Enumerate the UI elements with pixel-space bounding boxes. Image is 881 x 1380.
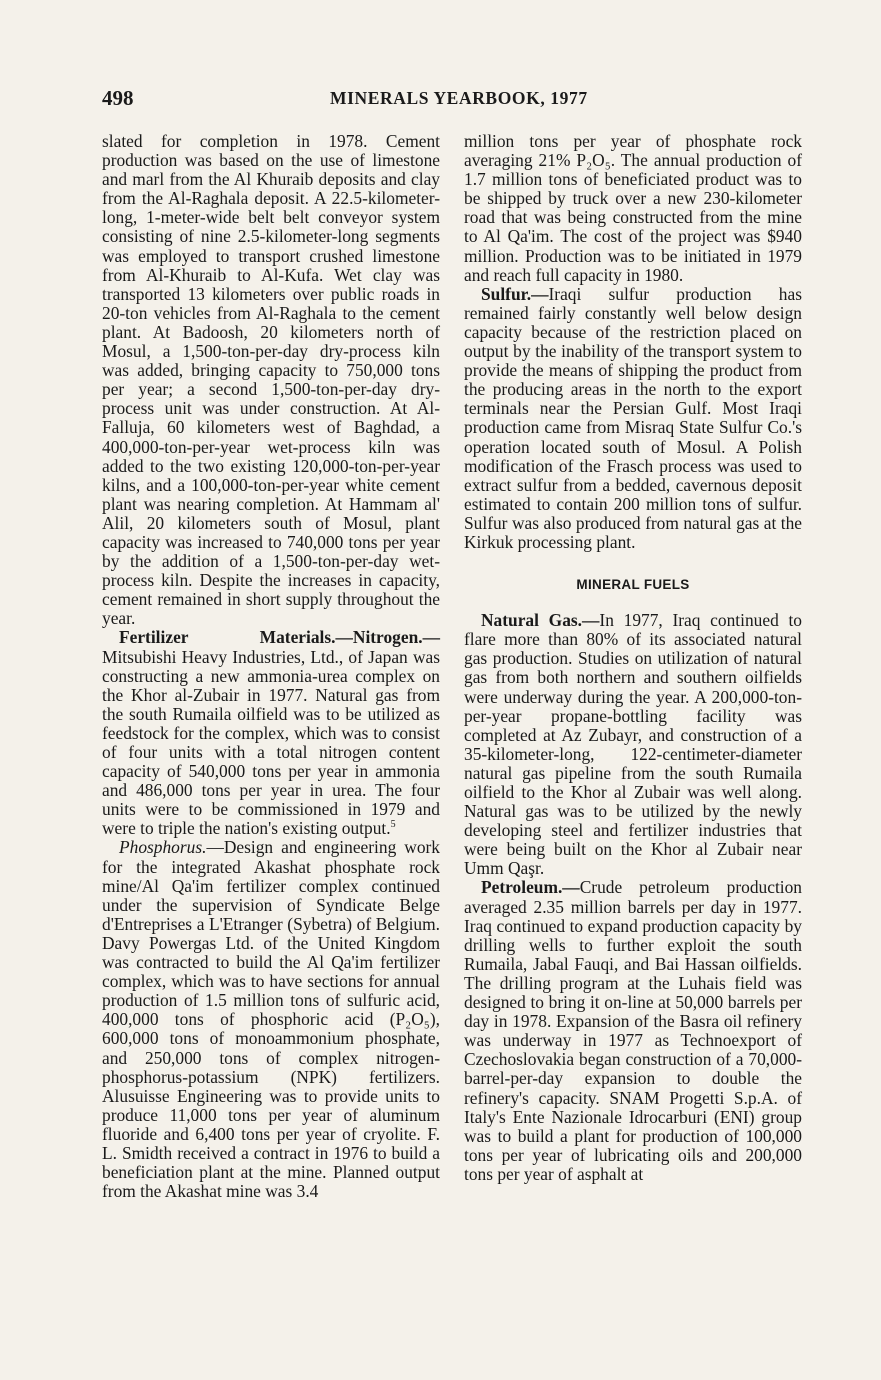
phosphorus-heading: Phosphorus. [119, 837, 207, 858]
petroleum-body: Crude petroleum production averaged 2.35 million barrels per day in 1977. Iraq continued to expand production capacity by drilling wells to further exploit the south Rumaila, Jabal Fauqi, and Bai Hassan oilfields. The drilling program at the Luhais field was designed to bring it on-line at 50,000 barrels per day in 1978. Expansion of the Basra oil refinery was underway in 1977 as Technoexport of Czechoslovakia began construction of a 70,000-barrel-per-day expansion to double the refinery's capacity. SNAM Progetti S.p.A. of Italy's Ente Nazionale Idrocarburi (ENI) group was to build a plant for production of 100,000 tons per year of lubricating oils and 200,000 tons per year of asphalt at [464, 877, 802, 1184]
left-column [102, 132, 440, 1201]
running-head: MINERALS YEARBOOK, 1977 [330, 88, 588, 108]
mineral-fuels-heading: MINERAL FUELS [576, 577, 690, 593]
sulfur-heading: Sulfur.— [481, 283, 549, 304]
natural-gas-heading: Natural Gas.— [481, 610, 600, 631]
petroleum-paragraph [464, 878, 802, 1184]
fertilizer-body: Mitsubishi Heavy Industries, Ltd., of Japan was constructing a new ammonia-urea complex on the Khor al-Zubair in 1977. Natural gas from the south Rumaila oilfield was to be utilized as feedstock for the complex, which was to consist of four units with a total nitrogen content capacity of 540,000 tons per year in ammonia and 486,000 tons per year in urea. The four units were to be commissioned in 1979 and were to triple the nation's existing output. [102, 646, 440, 839]
sulfur-paragraph [464, 285, 802, 552]
petroleum-heading: Petroleum.— [481, 877, 580, 898]
cement-paragraph: slated for completion in 1978. Cement production was based on the use of limestone and marl from the Al Khuraib deposits and clay from the Al-Raghala deposit. A 22.5-kilometer-long, 1-meter-wide belt belt conveyor system consisting of nine 2.5-kilometer-long segments was employed to transport crushed limestone from Al-Khuraib to Al-Kufa. Wet clay was transported 13 kilometers over public roads in 20-ton vehicles from Al-Raghala to the cement plant. At Badoosh, 20 kilometers north of Mosul, a 1,500-ton-per-day dry-process kiln was added, bringing capacity to 750,000 tons per year; a second 1,500-ton-per-day dry-process unit was under construction. At Al-Falluja, 60 kilometers west of Baghdad, a 400,000-ton-per-year wet-process kiln was added to the two existing 120,000-ton-per-year kilns, and a 100,000-ton-per-year white cement plant was nearing completion. At Hammam al' Alil, 20 kilometers south of Mosul, plant capacity was increased to 740,000 tons per year by the addition of a 1,500-ton-per-day wet-process kiln. Despite the increases in capacity, cement remained in short supply throughout the year. [102, 131, 440, 629]
fertilizer-paragraph [102, 628, 440, 838]
right-column [464, 132, 802, 1184]
page-number: 498 [102, 86, 134, 110]
fertilizer-heading: Fertilizer Materials.—Nitrogen.— [119, 627, 440, 648]
phosphorus-body: —Design and engineering work for the integrated Akashat phosphate rock mine/Al Qa'im fertilizer complex continued under the supervision of Syndicate Belge d'Entreprises a L'Etranger (Sybetra) of Belgium. Davy Powergas Ltd. of the United Kingdom was contracted to build the Al Qa'im fertilizer complex, which was to have sections for annual production of 1.5 million tons of sulfuric acid, 400,000 tons of phosphoric acid (P₂O₅), 600,000 tons of monoammonium phosphate, and 250,000 tons of complex nitrogen-phosphorus-potassium (NPK) fertilizers. Alusuisse Engineering was to provide units to produce 11,000 tons per year of aluminum fluoride and 6,400 tons per year of cryolite. F. L. Smidth received a contract in 1976 to build a beneficiation plant at the mine. Planned output from the Akashat mine was 3.4 [102, 837, 440, 1202]
sulfur-body: Iraqi sulfur production has remained fairly constantly well below design capacity because of the restriction placed on output by the inability of the transport system to provide the means of shipping the product from the producing areas in the north to the export terminals near the Persian Gulf. Most Iraqi production came from Misraq State Sulfur Co.'s operation located south of Mosul. A Polish modification of the Frasch process was used to extract sulfur from a bedded, cavernous deposit estimated to contain 200 million tons of sulfur. Sulfur was also produced from natural gas at the Kirkuk processing plant. [464, 283, 802, 552]
phosphorus-paragraph [102, 838, 440, 1201]
natural-gas-body: In 1977, Iraq continued to flare more than 80% of its associated natural gas production. Studies on utilization of natural gas from both northern and southern oilfields were underway during the year. A 200,000-ton-per-year propane-bottling facility was completed at Az Zubayr, and construction of a 35-kilometer-long, 122-centimeter-diameter natural gas pipeline from the south Rumaila oilfield to the Khor al Zubair was well along. Natural gas was to be utilized by the newly developing steel and fertilizer industries that were being built on the Khor al Zubair near Umm Qaşr. [464, 610, 803, 879]
footnote-marker: 5 [390, 819, 396, 831]
phosphate-continuation-paragraph: million tons per year of phosphate rock averaging 21% P₂O₅. The annual production of 1.7 million tons of beneficiated product was to be shipped by truck over a new 230-kilometer road that was being constructed from the mine to Al Qa'im. The cost of the project was $940 million. Production was to be initiated in 1979 and reach full capacity in 1980. [464, 131, 802, 285]
natural-gas-paragraph [464, 611, 802, 878]
